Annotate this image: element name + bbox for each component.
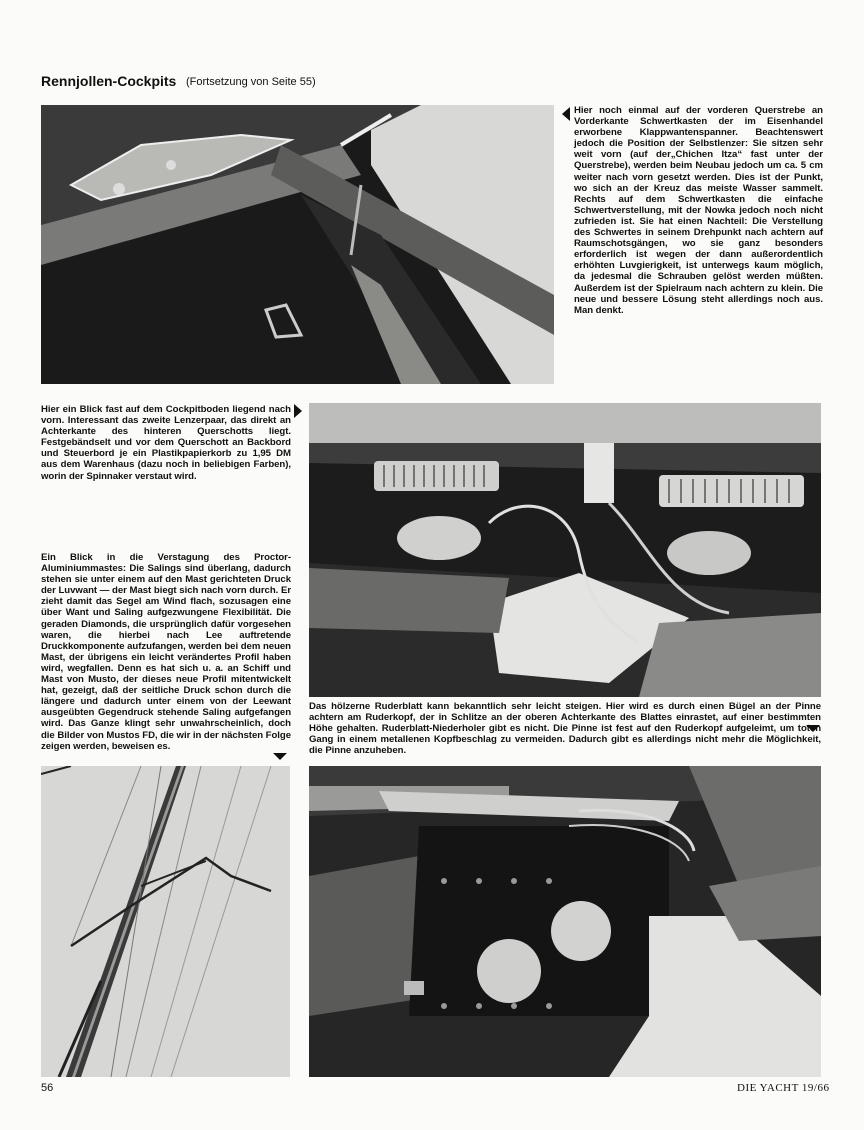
caption-middle-left: Hier ein Blick fast auf dem Cockpitboden liegend nach vorn. Interessant das zweite Lenzerpaar, das direkt an Achterkante des hinteren Querschotts liegt. Festgebändselt und vor dem Querschott an Backbord und Steuerbord je ein Plastikpapierkorb zu 1,95 DM aus dem Warenhaus (dazu noch in beliebigen Farben), worin der Spinnaker verstaut wird. (41, 404, 291, 482)
magazine-issue: DIE YACHT 19/66 (737, 1082, 830, 1094)
article-subtitle: (Fortsetzung von Seite 55) (186, 76, 316, 88)
caption-lower-left: Ein Blick in die Verstagung des Proctor-Aluminiummastes: Die Salings sind überlang, dadurch stehen sie unter einem auf den Mast gerichteten Druck der Luvwant — der Mast biegt sich nach vorn durch. Er zieht damit das Segel am Wind flach, sozusagen eine über Want und Saling aufgezwungene Flexibilität. Die geraden Diamonds, die ursprünglich dafür vorgesehen waren, die hierbei nach Lee auftretende Druckkomponente aufzufangen, werden bei dem neuen Mast, der übrigens ein leicht verändertes Profil haben wird, wegfallen. Denn es hat sich u. a. an Schiff und Mast von Musto, der dieses neue Profil mitentwickelt hat, gezeigt, daß der seitliche Druck schon durch die längere und dadurch unter einem von der Leewant ausgeübten Gegendruck stehende Saling aufgefangen wird. Das Ganze klingt sehr unwahrscheinlich, doch die Bilder von Mustos FD, die wir in der nächsten Folge zeigen werden, beweisen es. (41, 552, 291, 752)
arrow-down-icon (273, 753, 287, 760)
page-number: 56 (41, 1082, 54, 1094)
caption-under-middle-photo: Das hölzerne Ruderblatt kann bekanntlich sehr leicht steigen. Hier wird es durch einen Bügel an der Pinne achtern am Ruderkopf, der in Schlitze an der oberen Achterkante des Blattes einrastet, auf einer bestimmten Höhe gehalten. Ruderblatt-Niederholer gibt es nicht. Die Pinne ist fest auf den Ruderkopf aufgeleimt, um toten Gang in einem metallenen Kopfbeschlag zu vermeiden. Dadurch gibt es allerdings nicht mehr die Möglichkeit, die Pinne anzuheben. (309, 701, 821, 757)
arrow-down-icon (806, 725, 820, 732)
photo-rudder-head (309, 766, 821, 1077)
caption-top-right: Hier noch einmal auf der vorderen Querstrebe an Vorderkante Schwertkasten der im Eisenhandel erworbene Klappwantenspanner. Beachtenswert jedoch die Position der Selbstlenzer: Sie sitzen sehr weit vorn (auf der„Chichen Itza“ fast unter der Querstrebe), werden beim Neubau jedoch um ca. 5 cm weiter nach vorn gesetzt werden. Dies ist der Punkt, wo sich an der Kreuz das meiste Wasser sammelt. Rechts auf dem Schwertkasten die einfache Schwertverstellung, mit der Nowka jedoch noch nicht zufrieden ist. Sie hat einen Nachteil: Die Verstellung des Schwertes in seinem Drehpunkt nach achtern auf Raumschotsgängen, wo sie ganz besonders erforderlich ist wegen der dann außerordentlich erhöhten Luvgierigkeit, ist unterwegs kaum möglich, da jedesmal die Schrauben gelöst werden müßten. Außerdem ist der Spielraum nach achtern zu klein. Die neue und bessere Lösung steht allerdings noch aus. Man denkt. (574, 105, 823, 316)
photo-mast-rigging (41, 766, 290, 1077)
photo-cockpit-floor-view (309, 403, 821, 697)
article-title: Rennjollen-Cockpits (41, 73, 177, 89)
arrow-left-icon (562, 107, 570, 121)
photo-cockpit-forward-strut (41, 105, 554, 384)
arrow-right-icon (294, 404, 302, 418)
